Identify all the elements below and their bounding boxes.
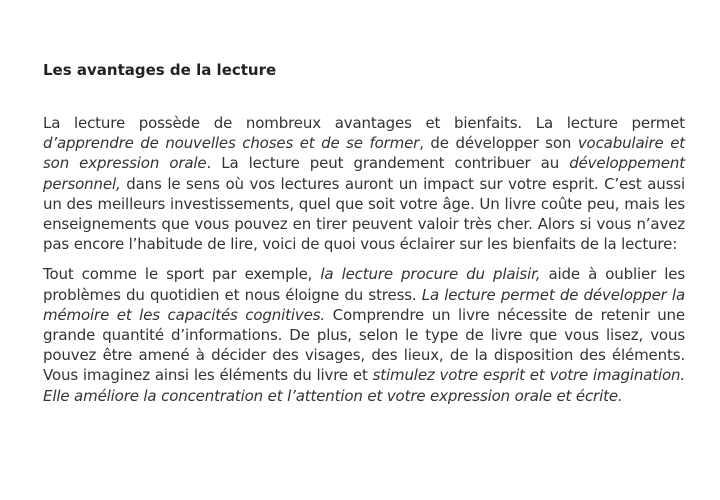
- body-text: dans le sens où vos lectures auront un impact sur votre esprit. C’est aussi un des meilleurs investissements, quel que soit votre âge. Un livre coûte peu, mais les enseignements que vous pouvez en tirer peuvent valoir très cher. Alors si vous n’avez pas encore l’habitude de lire, voici de quoi vous éclairer sur les bienfaits de la lecture:: [43, 174, 685, 254]
- emphasized-text: stimulez votre esprit et votre imagination. Elle améliore la concentration et l’attention et votre expression orale et écrite.: [43, 366, 685, 405]
- article-paragraph-1: [43, 113, 685, 254]
- article-title: Les avantages de la lecture: [43, 61, 277, 79]
- emphasized-text: vocabulaire et son expression orale: [43, 134, 686, 173]
- emphasized-text: La lecture permet de développer la mémoire et les capacités cognitives.: [43, 285, 685, 324]
- body-text: Comprendre un livre nécessite de retenir une grande quantité d’informations. De plus, selon le type de livre que vous lisez, vous pouvez être amené à décider des visages, des lieux, de la disposition des éléments. Vous imaginez ainsi les éléments du livre et: [43, 305, 685, 385]
- body-text: La lecture possède de nombreux avantages et bienfaits. La lecture permet: [43, 114, 685, 132]
- body-text: , de développer son: [419, 134, 578, 153]
- emphasized-text: d’apprendre de nouvelles choses et de se former: [43, 134, 420, 153]
- body-text: Tout comme le sport par exemple,: [43, 265, 321, 284]
- article: [43, 58, 685, 406]
- body-text: aide à oublier les problèmes du quotidien et nous éloigne du stress.: [43, 265, 685, 304]
- emphasized-text: développement personnel,: [43, 154, 685, 193]
- article-paragraph-2: [43, 264, 685, 405]
- emphasized-text: la lecture procure du plaisir,: [320, 265, 541, 284]
- body-text: . La lecture peut grandement contribuer au: [206, 154, 570, 173]
